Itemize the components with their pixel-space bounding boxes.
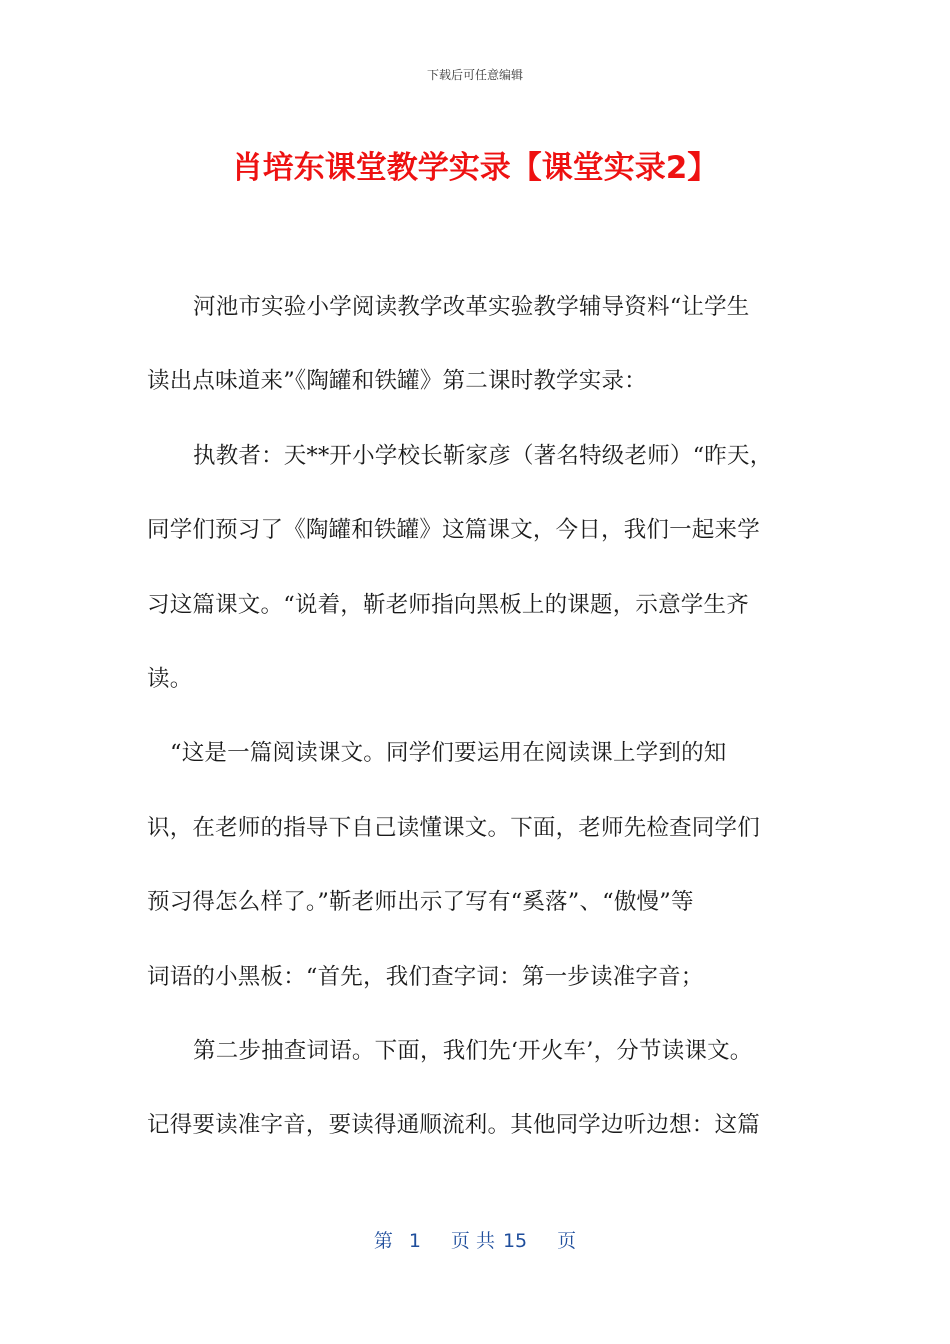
- document-title: 肖培东课堂教学实录【课堂实录2】: [231, 150, 719, 186]
- body-line: 同学们预习了《陶罐和铁罐》这篇课文，今日，我们一起来学: [147, 517, 760, 544]
- body-line: 执教者：天**开小学校长靳家彦（著名特级老师）“昨天，: [193, 442, 773, 469]
- body-line: 记得要读准字音，要读得通顺流利。其他同学边听边想：这篇: [147, 1112, 760, 1139]
- body-line: “这是一篇阅读课文。同学们要运用在阅读课上学到的知: [170, 740, 727, 767]
- body-line: 读。: [147, 666, 193, 693]
- footer-middle: 页 共: [450, 1230, 495, 1252]
- body-line: 预习得怎么样了。”靳老师出示了写有“奚落”、“傲慢”等: [147, 889, 694, 916]
- body-line: 第二步抽查词语。下面，我们先‘开火车’，分节读课文。: [193, 1038, 753, 1065]
- body-line: 识，在老师的指导下自己读懂课文。下面，老师先检查同学们: [147, 814, 760, 841]
- total-pages-number: 15: [502, 1230, 528, 1252]
- page-header-note: 下载后可任意编辑: [426, 68, 523, 82]
- footer-suffix: 页: [557, 1230, 577, 1252]
- body-line: 习这篇课文。“说着，靳老师指向黑板上的课题，示意学生齐: [147, 591, 749, 618]
- body-line: 词语的小黑板：“首先，我们查字词：第一步读准字音；: [147, 963, 704, 990]
- footer-prefix: 第: [373, 1230, 393, 1252]
- body-line: 读出点味道来”《陶罐和铁罐》第二课时教学实录：: [147, 368, 647, 395]
- document-body: [147, 270, 809, 1163]
- page-footer: [0, 1226, 950, 1253]
- current-page-number: 1: [408, 1230, 421, 1252]
- body-line: 河池市实验小学阅读教学改革实验教学辅导资料“让学生: [193, 294, 750, 320]
